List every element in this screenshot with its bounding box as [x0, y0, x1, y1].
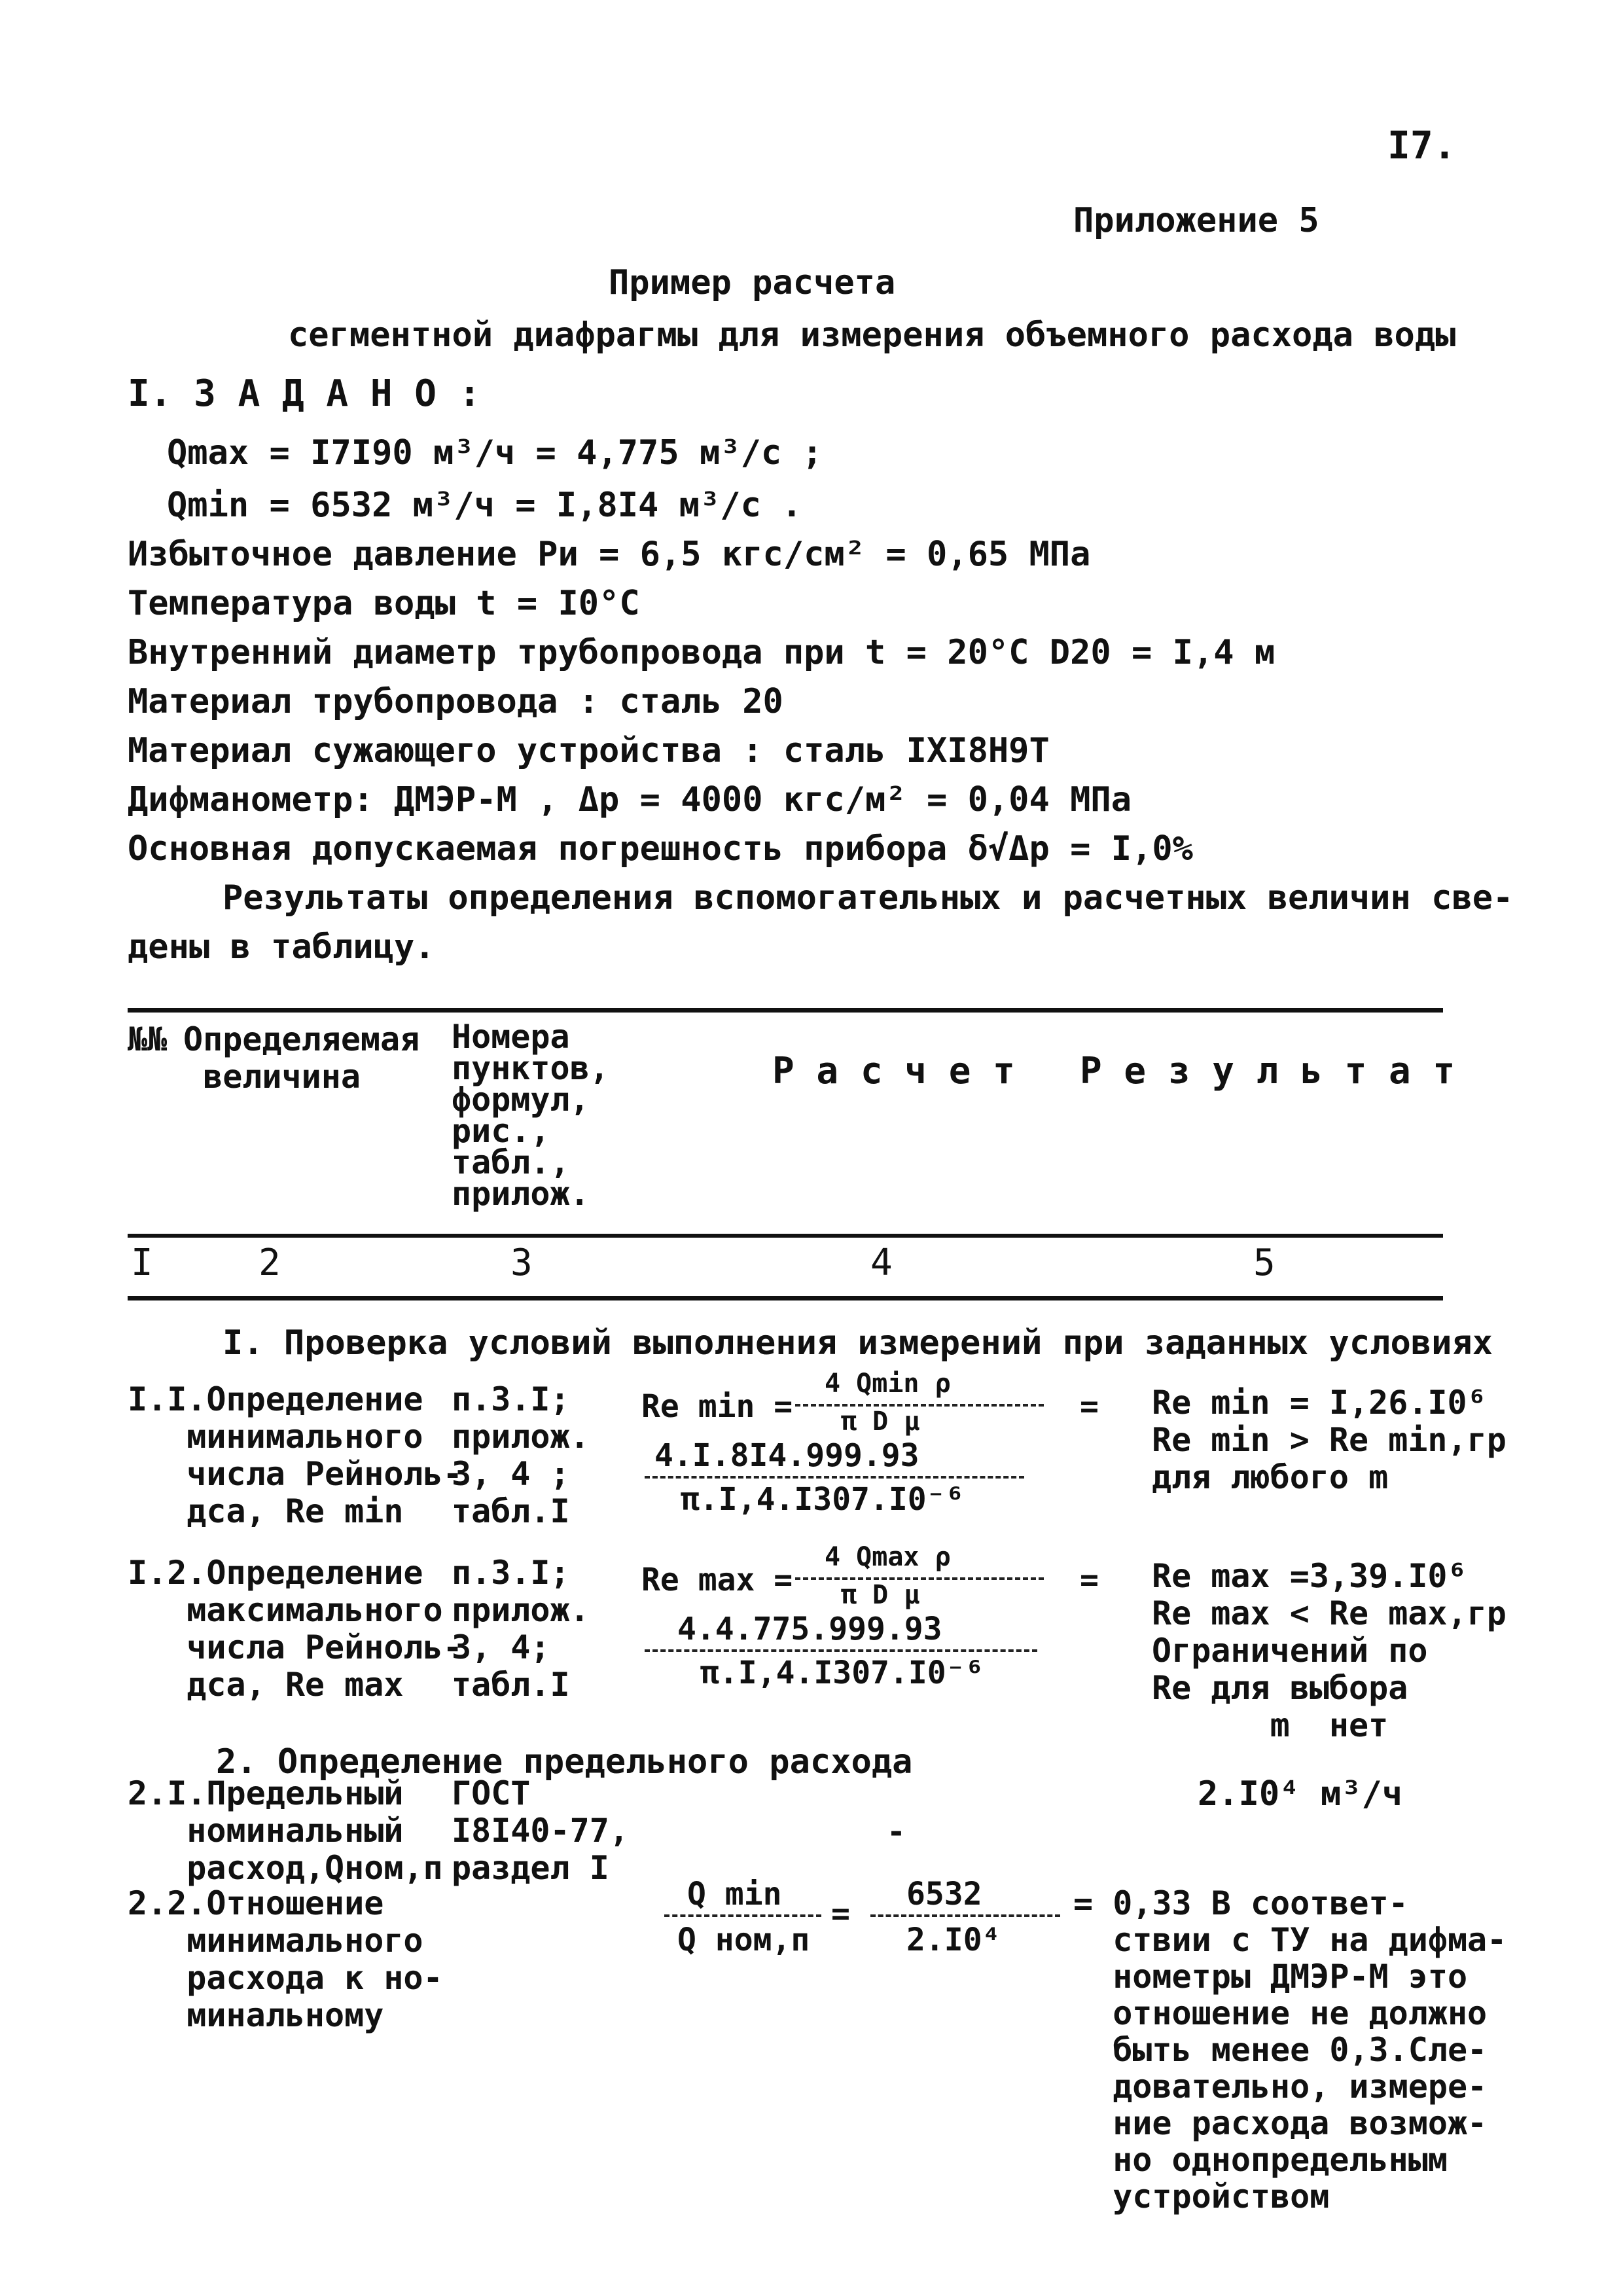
header-calc: Р а с ч е т [772, 1050, 1015, 1092]
row-1-1-refs: п.3.I; прилож. 3, 4 ; табл.I [452, 1380, 590, 1530]
row-2-2-frac1-den: Q ном,п [677, 1922, 810, 1958]
row-1-2-formula-line [795, 1577, 1044, 1580]
row-1-1-result: Re min = I,26.I0⁶ Re min > Re min,гр для любого m [1152, 1384, 1507, 1496]
row-2-2-frac1-num: Q min [687, 1876, 782, 1912]
col-number-2: 2 [259, 1242, 281, 1284]
results-note-2: дены в таблицу. [128, 927, 435, 967]
row-2-2-eq: = [831, 1895, 850, 1932]
row-1-1-name: I.I.Определение минимального числа Рейноль- дса, Re min [128, 1380, 463, 1530]
row-1-2-name: I.2.Определение максимального числа Рейноль- дса, Re max [128, 1554, 463, 1704]
col-number-5: 5 [1253, 1242, 1275, 1284]
row-2-2-frac1-line [664, 1914, 821, 1917]
section-2-title: 2. Определение предельного расхода [216, 1742, 913, 1782]
row-1-2-den-calc: π.I,4.I307.I0⁻⁶ [700, 1655, 984, 1691]
row-1-1-formula-den: π D μ [841, 1407, 920, 1437]
row-1-2-num-calc: 4.4.775.999.93 [677, 1611, 942, 1647]
row-1-1-num-calc: 4.I.8I4.999.93 [654, 1437, 919, 1474]
table-numbers-rule [128, 1296, 1443, 1300]
page-number: I7. [1387, 123, 1456, 168]
given-temperature: Температура воды t = I0°C [128, 584, 640, 623]
row-2-1-refs: ГОСТ I8I40-77, раздел I [452, 1774, 629, 1887]
row-1-1-calc-line [645, 1476, 1024, 1479]
row-2-2-frac2-den: 2.I0⁴ [906, 1922, 1001, 1958]
row-2-2-name: 2.2.Отношение минимального расхода к но- минальному [128, 1884, 443, 2034]
row-1-1-formula-num: 4 Qmin ρ [825, 1369, 951, 1399]
given-q-min: Qmin = 6532 м³/ч = I,8I4 м³/с . [167, 486, 802, 525]
row-2-1-calc: - [887, 1814, 906, 1850]
title-line-2: сегментной диафрагмы для измерения объемного расхода воды [288, 315, 1456, 355]
row-1-2-refs: п.3.I; прилож. 3, 4; табл.I [452, 1554, 590, 1704]
row-2-2-frac2-line [870, 1914, 1060, 1917]
col-number-4: 4 [870, 1242, 893, 1284]
table-top-rule [128, 1008, 1443, 1013]
results-note-1: Результаты определения вспомогательных и расчетных величин све- [223, 878, 1514, 918]
given-heading: I. З А Д А Н О : [128, 372, 481, 415]
table-header-rule [128, 1234, 1443, 1238]
row-1-2-lhs: Re max = [641, 1562, 793, 1598]
row-1-1-den-calc: π.I,4.I307.I0⁻⁶ [681, 1481, 965, 1518]
given-pressure: Избыточное давление Pи = 6,5 кгс/см² = 0,65 МПа [128, 535, 1091, 574]
header-num: №№ [128, 1020, 168, 1058]
given-difmanometer: Дифманометр: ДМЭР-М , Δp = 4000 кгс/м² = 0,04 МПа [128, 780, 1132, 819]
title-line-1: Пример расчета [609, 263, 896, 302]
row-1-2-formula-num: 4 Qmax ρ [825, 1542, 951, 1572]
row-1-2-calc-line [645, 1649, 1037, 1652]
row-1-2-formula-den: π D μ [841, 1580, 920, 1610]
col-number-3: 3 [510, 1242, 533, 1284]
given-q-max: Qmax = I7I90 м³/ч = 4,775 м³/с ; [167, 433, 823, 473]
row-1-1-formula-line [795, 1404, 1044, 1407]
row-2-1-name: 2.I.Предельный номинальный расход,Qном,п [128, 1774, 443, 1887]
appendix-label: Приложение 5 [1073, 201, 1319, 240]
header-quantity: Определяемая величина [183, 1020, 420, 1096]
row-1-1-lhs: Re min = [641, 1388, 793, 1425]
given-diameter: Внутренний диаметр трубопровода при t = 20°C D20 = I,4 м [128, 633, 1275, 672]
given-error: Основная допускаемая погрешность прибора δ√Δp = I,0% [128, 829, 1193, 869]
row-2-2-frac2-num: 6532 [906, 1876, 982, 1912]
row-1-1-eq: = [1080, 1388, 1099, 1425]
given-device-material: Материал сужающего устройства : сталь IXI8H9T [128, 731, 1050, 770]
row-1-2-eq: = [1080, 1562, 1099, 1598]
given-pipe-material: Материал трубопровода : сталь 20 [128, 682, 783, 721]
row-1-2-result: Re max =3,39.I0⁶ Re max < Re max,гр Ограничений по Re для выбора m нет [1152, 1557, 1507, 1744]
section-1-title: I. Проверка условий выполнения измерений при заданных условиях [223, 1323, 1493, 1363]
col-number-1: I [131, 1242, 153, 1284]
row-2-2-result: = 0,33 В соответ- ствии с ТУ на дифма- нометры ДМЭР-М это отношение не должно быть менее 0,3.Сле- довательно, измере- ние расхода возмож- но однопредельным устройством [1073, 1884, 1507, 2215]
row-2-1-result: 2.I0⁴ м³/ч [1198, 1774, 1403, 1814]
header-refs: Номера пунктов, формул, рис., табл., прилож. [452, 1018, 609, 1213]
header-result: Р е з у л ь т а т [1080, 1050, 1455, 1092]
